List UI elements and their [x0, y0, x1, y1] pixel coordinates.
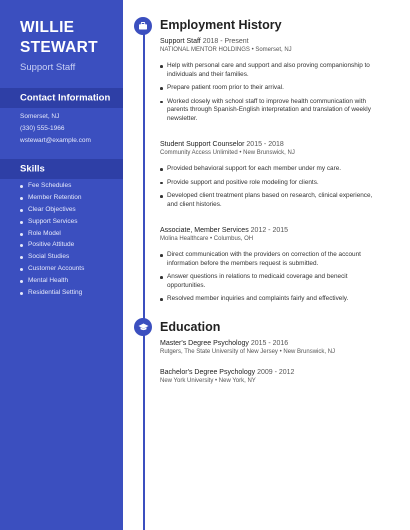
- education-dates: 2009 - 2012: [257, 369, 295, 376]
- skill-item: Social Studies: [20, 251, 84, 263]
- job-bullet: Developed client treatment plans based on research, clinical experience, and client histories.: [160, 192, 382, 209]
- school: New York University: [160, 378, 214, 384]
- education-dates: 2015 - 2016: [250, 340, 289, 347]
- education-heading: Education: [160, 320, 221, 334]
- job-title: Support Staff: [160, 38, 201, 45]
- skill-item: Customer Accounts: [20, 263, 84, 275]
- job-title: Associate, Member Services: [160, 227, 249, 234]
- job-title: Student Support Counselor: [160, 141, 245, 148]
- education-entry: Master's Degree Psychology 2015 - 2016 Rutgers, The State University of New Jersey • New Brunswick, NJ: [160, 340, 336, 355]
- job-dates: 2012 - 2015: [250, 227, 289, 234]
- job-bullet: Provided behavioral support for each member under my care.: [160, 165, 382, 174]
- job-bullet: Help with personal care and support and also proving companionship to individuals and their families.: [160, 62, 382, 79]
- skills-list: [20, 180, 84, 299]
- job-dates: 2015 - 2018: [246, 141, 284, 148]
- job-location: Columbus, OH: [213, 236, 254, 242]
- contact-phone: (330) 555-1966: [20, 125, 65, 132]
- job-dates: 2018 - Present: [202, 38, 249, 45]
- skill-item: Positive Attitude: [20, 239, 84, 251]
- graduation-cap-icon: [134, 318, 152, 336]
- job-company: NATIONAL MENTOR HOLDINGS: [160, 47, 250, 53]
- job-bullets: [160, 62, 382, 124]
- job-bullet: Resolved member inquiries and complaints fairly and effectively.: [160, 295, 382, 304]
- job-bullet: Provide support and positive role modeling for clients.: [160, 179, 382, 188]
- job-bullet: Direct communication with the providers on correction of the account information before the members request is submitted.: [160, 251, 382, 268]
- degree: Master's Degree Psychology: [160, 340, 249, 347]
- job-bullet: Worked closely with school staff to improve health communication with parents through Spanish-English interpretation and translation of weekly newsletter.: [160, 98, 382, 124]
- school-location: New Brunswick, NJ: [283, 349, 336, 355]
- job-company: Molina Healthcare: [160, 236, 209, 242]
- job-company: Community Access Unlimited: [160, 150, 238, 156]
- contact-heading: Contact Information: [0, 88, 123, 108]
- job-bullet: Answer questions in relations to medicaid coverage and benecit opportunities.: [160, 273, 382, 290]
- school-location: New York, NY: [218, 378, 256, 384]
- candidate-name: WILLIE STEWART: [20, 19, 98, 56]
- contact-email[interactable]: wstewart@example.com: [20, 137, 91, 144]
- timeline-line: [143, 30, 145, 530]
- skill-item: Member Retention: [20, 192, 84, 204]
- employment-heading: Employment History: [160, 18, 282, 32]
- skill-item: Clear Objectives: [20, 204, 84, 216]
- degree: Bachelor's Degree Psychology: [160, 369, 256, 376]
- briefcase-icon: [134, 17, 152, 35]
- skill-item: Support Services: [20, 216, 84, 228]
- job-location: Somerset, NJ: [255, 47, 292, 53]
- skill-item: Role Model: [20, 228, 84, 240]
- job-bullets: [160, 165, 382, 209]
- candidate-role: Support Staff: [20, 62, 76, 73]
- contact-location: Somerset, NJ: [20, 113, 60, 120]
- skill-item: Fee Schedules: [20, 180, 84, 192]
- skill-item: Residential Setting: [20, 287, 84, 299]
- skill-item: Mental Health: [20, 275, 84, 287]
- school: Rutgers, The State University of New Jersey: [160, 349, 278, 355]
- sidebar: [0, 0, 123, 530]
- job-entry: Support Staff 2018 - Present NATIONAL MENTOR HOLDINGS • Somerset, NJ Help with personal care and support and also proving companionship to individuals and their families. Prepare patient room prior to their arrival. Worked closely with school staff to improve health communication with parents through Spanish-English interpretation and translation of weekly newsletter.: [160, 38, 382, 129]
- job-bullets: [160, 251, 382, 304]
- job-bullet: Prepare patient room prior to their arrival.: [160, 84, 382, 93]
- education-entry: Bachelor's Degree Psychology 2009 - 2012 New York University • New York, NY: [160, 369, 295, 384]
- job-location: New Brunswick, NJ: [243, 150, 295, 156]
- job-entry: Associate, Member Services 2012 - 2015 Molina Healthcare • Columbus, OH Direct communication with the providers on correction of the account information before the members request is submitted. Answer questions in relations to medicaid coverage and benecit opportunities. Resolved member inquiries and complaints fairly and effectively.: [160, 227, 382, 309]
- job-entry: Student Support Counselor 2015 - 2018 Community Access Unlimited • New Brunswick, NJ Provided behavioral support for each member under my care. Provide support and positive role modeling for clients. Developed client treatment plans based on research, clinical experience, and client histories.: [160, 141, 382, 214]
- skills-heading: Skills: [0, 159, 123, 179]
